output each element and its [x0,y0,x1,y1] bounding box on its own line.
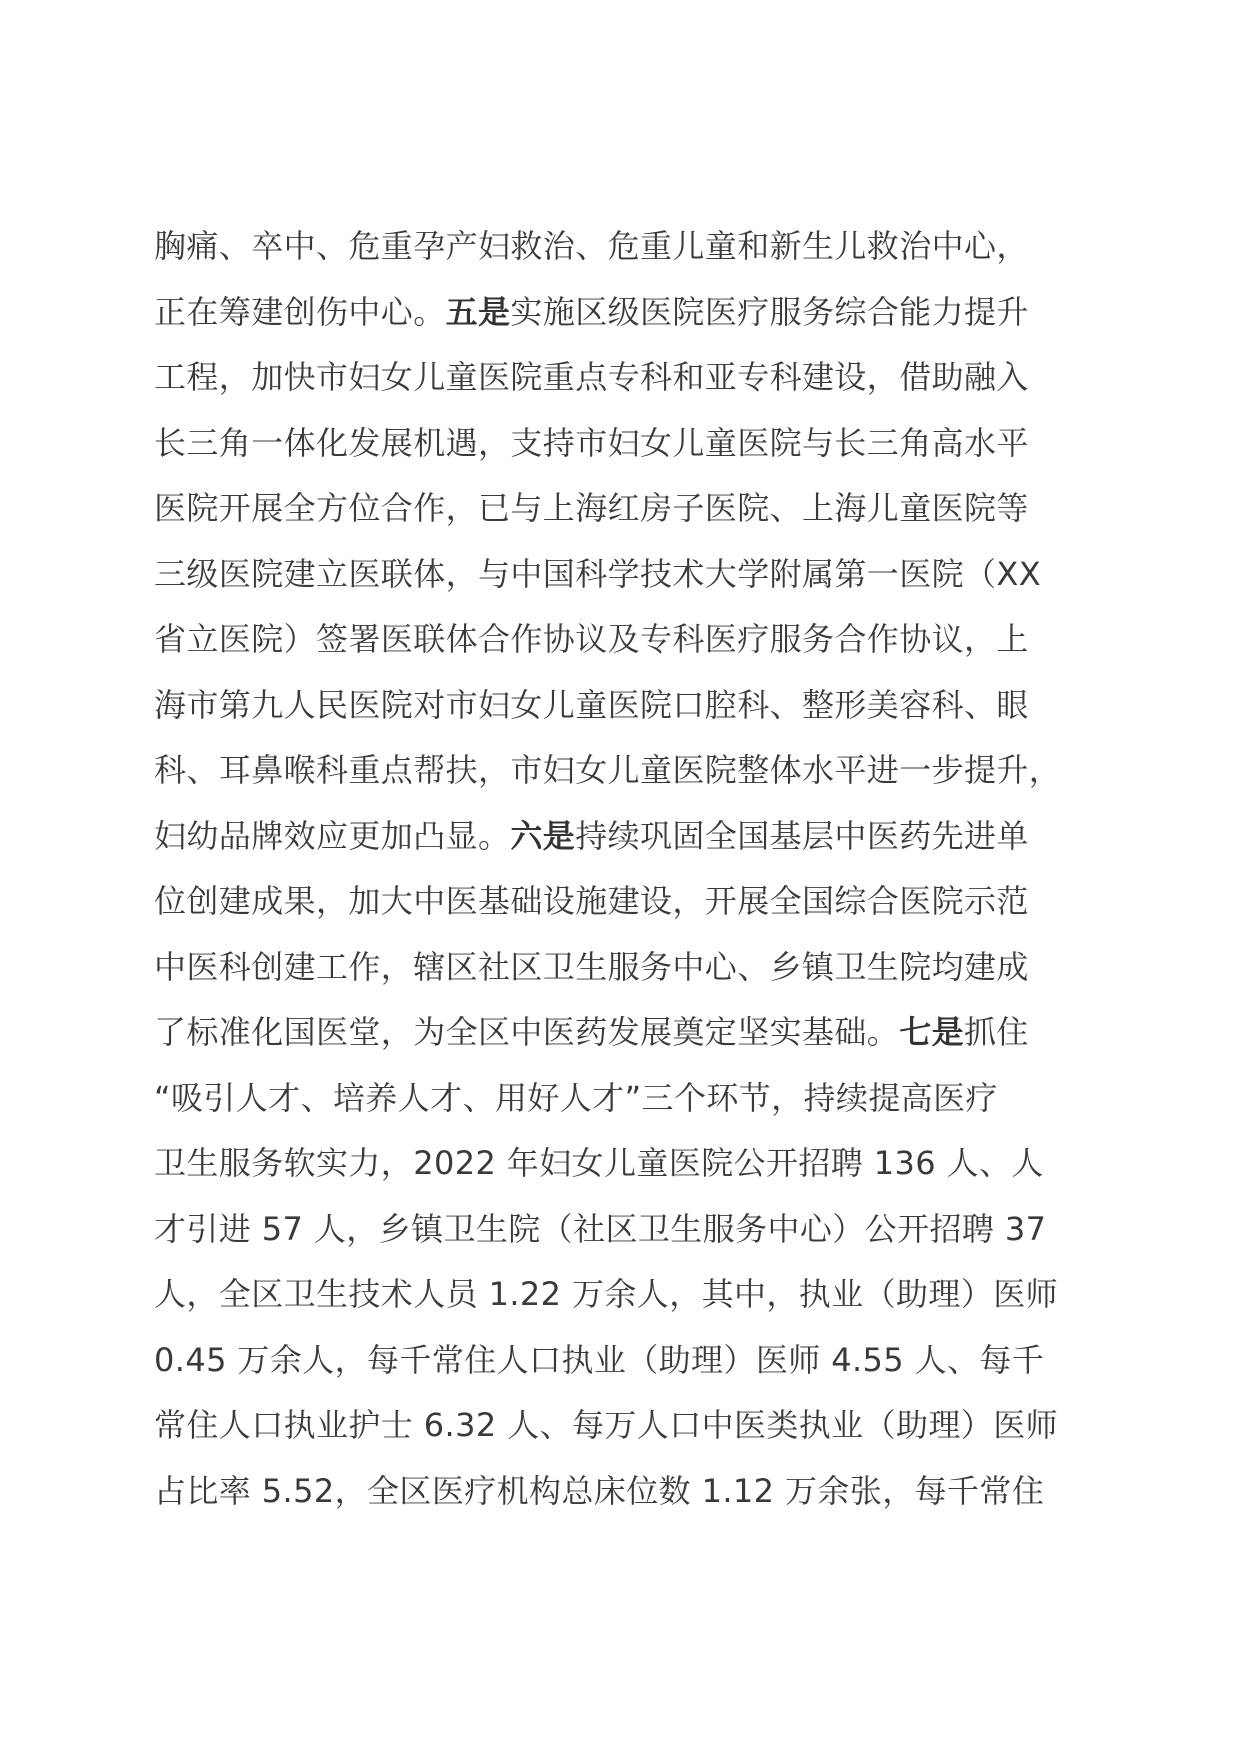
bold-heading-5: 五是 [445,292,511,331]
body-text [154,214,1114,1524]
text-line: 医院开展全方位合作，已与上海红房子医院、上海儿童医院等 [154,489,1029,527]
text-line: 科、耳鼻喉科重点帮扶，市妇女儿童医院整体水平进一步提升， [154,751,1062,789]
text-line: 卫生服务软实力，2022 年妇女儿童医院公开招聘 136 人、人 [154,1144,1044,1182]
text-line: 0.45 万余人，每千常住人口执业（助理）医师 4.55 人、每千 [154,1340,1045,1379]
text-line: 才引进 57 人，乡镇卫生院（社区卫生服务中心）公开招聘 37 [154,1209,1047,1248]
bold-heading-6: 六是 [510,816,576,855]
text-line: 工程，加快市妇女儿童医院重点专科和亚专科建设，借助融入 [154,358,1029,396]
text-line: 海市第九人民医院对市妇女儿童医院口腔科、整形美容科、眼 [154,685,1029,724]
text-line: 人，全区卫生技术人员 1.22 万余人，其中，执业（助理）医师 [154,1275,1058,1313]
bold-heading-7: 七是 [899,1013,965,1051]
text-line: 常住人口执业护士 6.32 人、每万人口中医类执业（助理）医师 [154,1406,1058,1444]
text-line: 省立医院）签署医联体合作协议及专科医疗服务合作协议，上 [154,620,1029,658]
text-line: 位创建成果，加大中医基础设施建设，开展全国综合医院示范 [154,882,1029,920]
text-line: 中医科创建工作，辖区社区卫生服务中心、乡镇卫生院均建成 [154,947,1029,986]
text-line: 长三角一体化发展机遇，支持市妇女儿童医院与长三角高水平 [154,423,1029,462]
text-line: “吸引人才、培养人才、用好人才”三个环节，持续提高医疗 [154,1078,998,1117]
text-line: 三级医院建立医联体，与中国科学技术大学附属第一医院（XX [154,554,1042,593]
text-line: 了标准化国医堂，为全区中医药发展奠定坚实基础。七是抓住 [154,1013,1029,1051]
text-line: 占比率 5.52，全区医疗机构总床位数 1.12 万余张，每千常住 [154,1471,1045,1510]
text-line: 妇幼品牌效应更加凸显。六是持续巩固全国基层中医药先进单 [154,816,1029,855]
text-line: 胸痛、卒中、危重孕产妇救治、危重儿童和新生儿救治中心， [154,227,1029,265]
text-line: 正在筹建创伤中心。五是实施区级医院医疗服务综合能力提升 [154,292,1029,331]
